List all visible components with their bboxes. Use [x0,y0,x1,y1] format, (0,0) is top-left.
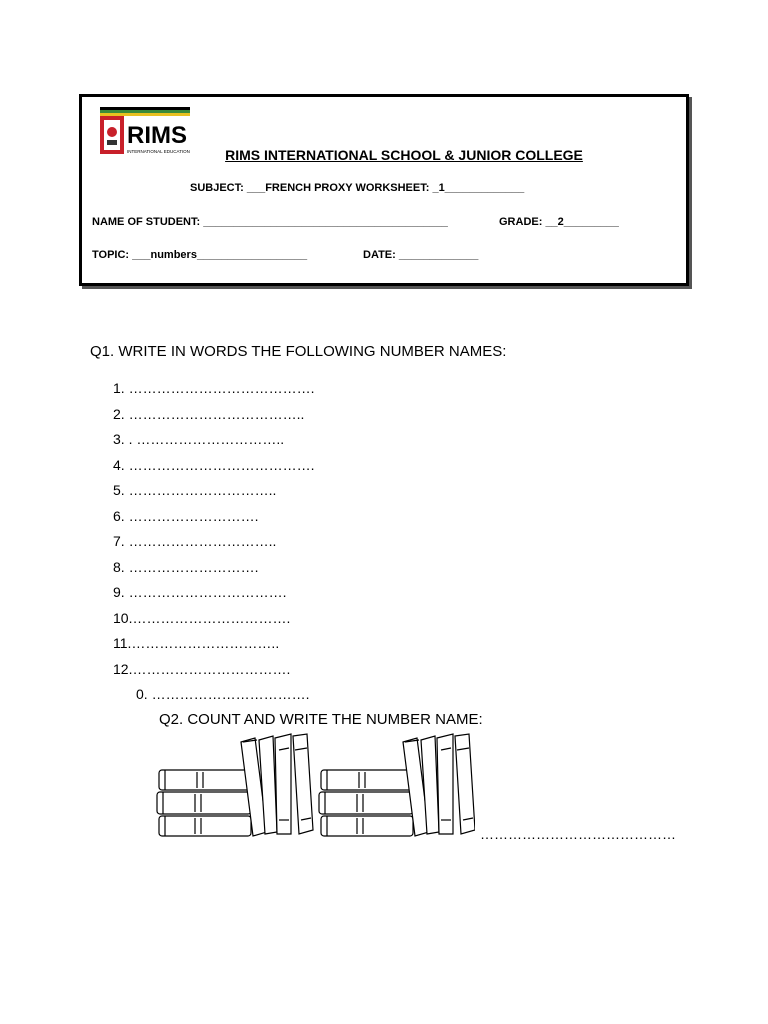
list-item-zero: 0. ……………………………. [136,686,310,702]
list-item: 9. ……………………………. [113,584,287,600]
grade-line: GRADE: __2_________ [499,216,619,228]
list-item: 1. …………………………………. [113,380,315,396]
student-name-line: NAME OF STUDENT: ________________________________________ [92,216,448,228]
svg-text:INTERNATIONAL EDUCATION: INTERNATIONAL EDUCATION [127,149,190,154]
q2-heading: Q2. COUNT AND WRITE THE NUMBER NAME: [159,711,483,728]
list-item: 7. ………………………….. [113,533,277,549]
list-item: 8. ………………………. [113,558,259,575]
list-item: 2. ……………………………….. [113,405,305,422]
list-item: 6. ………………………. [113,507,259,524]
list-item: 4. …………………………………. [113,456,315,473]
list-item: 12.……………………………. [113,660,291,677]
q1-answer-list [113,380,314,686]
books-illustration [155,730,475,840]
list-item: 3. . ………………………….. [113,431,285,447]
q2-answer-line: …………………………………… [480,826,676,842]
worksheet-header-box [79,94,689,286]
list-item: 10.……………………………. [113,609,291,626]
q1-heading: Q1. WRITE IN WORDS THE FOLLOWING NUMBER NAMES: [90,343,507,360]
list-item: 11.………………………….. [113,635,280,651]
list-item: 5. ………………………….. [113,482,277,498]
school-name: RIMS INTERNATIONAL SCHOOL & JUNIOR COLLEGE [225,147,583,163]
subject-line: SUBJECT: ___FRENCH PROXY WORKSHEET: _1_____________ [190,182,525,194]
svg-text:RIMS: RIMS [127,122,187,149]
topic-line: TOPIC: ___numbers__________________ [92,249,308,261]
date-line: DATE: _____________ [363,249,479,261]
